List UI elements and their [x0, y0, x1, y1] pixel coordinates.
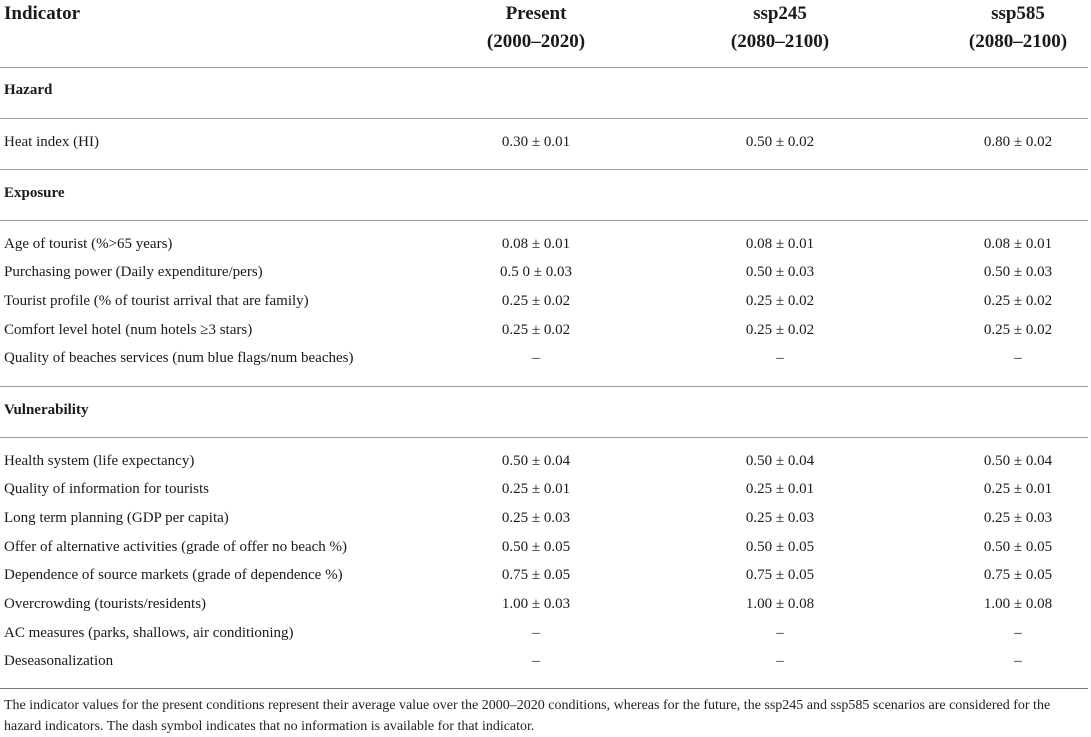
cell-present: 0.25 ± 0.02 [501, 322, 571, 338]
table-row [0, 264, 1088, 288]
cell-ssp585: 0.25 ± 0.02 [983, 322, 1053, 338]
cell-ssp245: 0.25 ± 0.02 [745, 322, 815, 338]
cell-present: 0.5 0 ± 0.03 [500, 264, 572, 280]
cell-ssp245: – [776, 653, 784, 669]
table-row [0, 236, 1088, 260]
cell-ssp585: – [1014, 625, 1022, 641]
cell-present: 0.50 ± 0.04 [501, 453, 571, 469]
cell-ssp245: 0.50 ± 0.02 [745, 134, 815, 150]
rule-divider [0, 437, 1088, 438]
cell-ssp245: – [776, 350, 784, 366]
cell-indicator: Comfort level hotel (num hotels ≥3 stars) [4, 322, 253, 338]
table-row [0, 510, 1088, 534]
cell-ssp585: 0.25 ± 0.01 [983, 481, 1053, 497]
table-row [0, 322, 1088, 346]
cell-ssp245: 1.00 ± 0.08 [745, 596, 815, 612]
cell-indicator: Purchasing power (Daily expenditure/pers) [4, 264, 263, 280]
cell-present: – [532, 625, 540, 641]
table-row [0, 625, 1088, 649]
cell-present: – [532, 653, 540, 669]
header-indicator [4, 0, 80, 68]
cell-indicator: Health system (life expectancy) [4, 453, 195, 469]
cell-indicator: Dependence of source markets (grade of dependence %) [4, 567, 343, 583]
header-present-label: Present [505, 3, 567, 24]
header-ssp585-label: ssp585 [991, 3, 1045, 24]
header-ssp245-label: ssp245 [753, 3, 807, 24]
rule-divider [0, 169, 1088, 170]
table-row [0, 481, 1088, 505]
cell-present: – [532, 350, 540, 366]
table-row [0, 350, 1088, 374]
cell-present: 0.25 ± 0.03 [501, 510, 571, 526]
cell-ssp245: 0.50 ± 0.05 [745, 539, 815, 555]
table-row [0, 134, 1088, 158]
header-ssp585-period: (2080–2100) [968, 31, 1068, 52]
cell-indicator: Deseasonalization [4, 653, 114, 669]
cell-ssp585: 0.75 ± 0.05 [983, 567, 1053, 583]
cell-ssp585: 0.08 ± 0.01 [983, 236, 1053, 252]
section-title-vulnerability: Vulnerability [4, 402, 89, 418]
rule-divider [0, 118, 1088, 119]
cell-indicator: Tourist profile (% of tourist arrival that are family) [4, 293, 309, 309]
cell-ssp585: 0.25 ± 0.03 [983, 510, 1053, 526]
table-row [0, 539, 1088, 563]
cell-ssp585: 0.50 ± 0.04 [983, 453, 1053, 469]
table-row [0, 293, 1088, 317]
cell-ssp245: 0.25 ± 0.01 [745, 481, 815, 497]
rule-divider [0, 67, 1088, 68]
cell-present: 0.25 ± 0.01 [501, 481, 571, 497]
cell-present: 0.08 ± 0.01 [501, 236, 571, 252]
cell-indicator: Overcrowding (tourists/residents) [4, 596, 207, 612]
cell-ssp585: 0.80 ± 0.02 [983, 134, 1053, 150]
cell-ssp245: 0.25 ± 0.03 [745, 510, 815, 526]
cell-indicator: AC measures (parks, shallows, air conditioning) [4, 625, 294, 641]
table-row [0, 653, 1088, 677]
cell-ssp245: 0.75 ± 0.05 [745, 567, 815, 583]
cell-ssp585: 0.25 ± 0.02 [983, 293, 1053, 309]
cell-ssp585: 1.00 ± 0.08 [983, 596, 1053, 612]
cell-ssp245: 0.50 ± 0.03 [745, 264, 815, 280]
cell-present: 0.50 ± 0.05 [501, 539, 571, 555]
cell-ssp245: 0.08 ± 0.01 [745, 236, 815, 252]
table-row [0, 453, 1088, 477]
cell-present: 1.00 ± 0.03 [501, 596, 571, 612]
cell-ssp245: – [776, 625, 784, 641]
cell-ssp585: 0.50 ± 0.03 [983, 264, 1053, 280]
rule-divider [0, 688, 1088, 689]
header-present [456, 0, 616, 68]
section-title-exposure: Exposure [4, 185, 65, 201]
cell-indicator: Quality of beaches services (num blue flags/num beaches) [4, 350, 354, 366]
header-ssp245-period: (2080–2100) [730, 31, 830, 52]
cell-present: 0.30 ± 0.01 [501, 134, 571, 150]
header-ssp245 [700, 0, 860, 68]
cell-present: 0.75 ± 0.05 [501, 567, 571, 583]
cell-present: 0.25 ± 0.02 [501, 293, 571, 309]
cell-indicator: Offer of alternative activities (grade of offer no beach %) [4, 539, 348, 555]
header-ssp585 [938, 0, 1091, 68]
cell-indicator: Heat index (HI) [4, 134, 99, 150]
rule-divider [0, 220, 1088, 221]
cell-indicator: Long term planning (GDP per capita) [4, 510, 229, 526]
header-present-period: (2000–2020) [486, 31, 586, 52]
cell-ssp585: 0.50 ± 0.05 [983, 539, 1053, 555]
cell-ssp245: 0.25 ± 0.02 [745, 293, 815, 309]
section-title-hazard: Hazard [4, 82, 53, 98]
table-row [0, 596, 1088, 620]
cell-indicator: Age of tourist (%>65 years) [4, 236, 173, 252]
header-indicator-label: Indicator [4, 3, 80, 24]
table-row [0, 567, 1088, 591]
cell-ssp245: 0.50 ± 0.04 [745, 453, 815, 469]
cell-ssp585: – [1014, 350, 1022, 366]
cell-indicator: Quality of information for tourists [4, 481, 209, 497]
cell-ssp585: – [1014, 653, 1022, 669]
rule-divider [0, 386, 1088, 387]
table-footnote: The indicator values for the present conditions represent their average value over the 2000–2020 conditions, whereas for the future, the ssp245 and ssp585 scenarios are considered for the hazard indicators. The dash symbol indicates that no information is available for that indicator. [4, 698, 1051, 734]
